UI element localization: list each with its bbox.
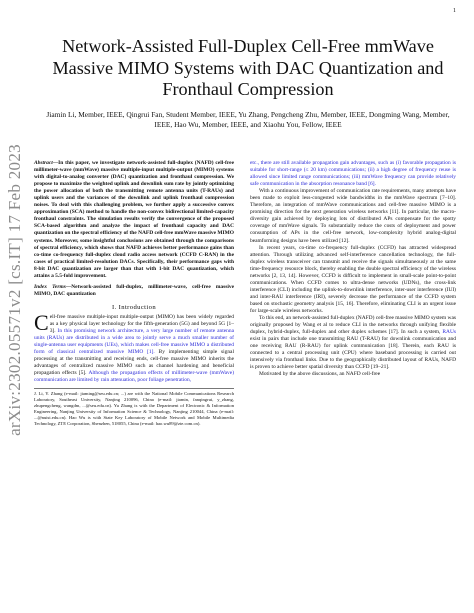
intro-text-b: By implementing simple signal processing at the transmitting and receiving ends, cell-free massive MIMO inherits the advantages of centralized massive MIMO such as channel hardening and beneficial propagation effects [5]. <box>34 349 234 377</box>
right-paragraph-2: With a continuous improvement of communication rate requirements, many attempts have been made to exploit less-congested wide bandwidths in the mmWave spectrum [7–10]. Therefore, an integration of mmWave communications and cell-free massive MIMO is a promising direction for the next generation wireless networks [11]. In particular, the macro-diversity gain achieved by deploying lots of distributed APs compensate for the spotty coverage of mmWave signals. To substantially reduce the costs of deployment and power consumption of APs in the cell-free network, low-complexity hybrid analog-digital beamforming designs have been utilized [12]. <box>250 188 456 244</box>
intro-highlight-a: In this promising network architecture, a very large number of remote antenna units (RAUs) are distributed in a wide area to jointly serve a much smaller number of single-antenna user equipments (UEs), which makes cell-free massive MIMO a distributed form of classical centralized massive MIMO [1]. <box>34 328 234 356</box>
page-number: 1 <box>453 8 456 14</box>
right-paragraph-4 <box>250 315 456 371</box>
index-terms-text: —Network-assisted full-duplex, millimeter-wave, cell-free massive MIMO, DAC quantization <box>34 283 234 297</box>
author-list: Jiamin Li, Member, IEEE, Qingrui Fan, Student Member, IEEE, Yu Zhang, Pengcheng Zhu, Member, IEEE, Dongming Wang, Member, IEEE, Hao Wu, Member, IEEE, and Xiaohu You, Fellow, IEEE <box>46 110 450 129</box>
index-terms-lead: Index Terms <box>34 283 66 290</box>
right-p4-text-a: To this end, an network-assisted full-duplex (NAFD) cell-free massive MIMO system was originally proposed by Wang et al to reduce CLI in the networks through unifying flexible duplex, hybrid-duplex, full-duplex and other duplex schemes [17]. In such a system, <box>250 315 456 336</box>
right-p4-text-b: exist in pairs that include one transmitting RAU (T-RAU) for downlink communication and one receiving RAU (R-RAU) for uplink communication [18]. Therein, each RAU is connected to a central processing unit (CPU) where baseband processing is carried out intensively via fronthaul links. Due to the geographically distributed layout of RAUs, NAFD is proven to achieve better spatial diversity than CCFD [19–21]. <box>250 336 456 371</box>
right-paragraph-1: etc., there are still available propagation gain advantages, such as (i) favorable propagation is suitable for short-range (≤ 20 km) communications; (ii) a high degree of frequency reuse is allowed since limited range communications; (iii) mmWave frequency can provide relatively safe communication in the absorption resonance band [6]. <box>250 160 456 188</box>
arxiv-stamp <box>2 140 28 440</box>
intro-highlight-b: Although the propagation effects of millimeter-wave (mmWave) communication are limited by rain attenuation, poor foliage penetration, <box>34 370 235 384</box>
footnote: J. Li, Y. Zhang (e-mail: jiaming@seu.edu.cn; ...) are with the National Mobile Communications Research Laboratory, Southeast University, Nanjing 210096, China (e-mail: jiamin, fanqingrui, y_zhang, zhupengcheng, wangdm, ...@seu.edu.cn). Yu Zhang is with the Department of Electronic & Information Engineering, Nanjing University of Information Science & Technology, Nanjing 210044, China (e-mail: ...@nuist.edu.cn). Hao Wu is with State Key Laboratory of Mobile Network and Mobile Multimedia Technology, ZTE Corporation, Shenzhen, 518055, China (e-mail: hao.wu89@zte.com.cn). <box>34 388 234 427</box>
right-paragraph-3: In recent years, co-time co-frequency full-duplex (CCFD) has attracted widespread attention. Through utilizing advanced self-interference cancellation technology, the full-duplex wireless transceiver can transmit and receive the signals simultaneously at the same time-frequency resource block, thereby enabling the double spectral efficiency of the wireless networks [2, 13, 14]. However, CCFD is difficult to implement in small-scale point-to-point communications. When CCFD comes to ultra-dense networks (UDNs), the cross-link interference (CLI) including the uplink-to-downlink interference, inter-user interference (IUI) and inter-RAU interference (IRI), severely decrease the performance of the CCFD system based on stochastic geometry analysis [15, 16]. Therefore, eliminating CLI is an urgent issue for large-scale wireless networks. <box>250 244 456 314</box>
intro-paragraph <box>34 309 235 384</box>
intro-text-a: ell-free massive multiple-input multiple-output (MIMO) has been widely regarded as a key physical layer technology for the fifth-generation (5G) and beyond 5G [1–3]. <box>49 313 234 335</box>
abstract-lead: Abstract <box>34 160 53 166</box>
abstract-text: —In this paper, we investigate network-assisted full-duplex (NAFD) cell-free millimeter-wave (mmWave) massive multiple-input multiple-output (MIMO) systems with digital-to-analog converter (DAC) quantization and fronthaul compression. We propose to maximize the weighted uplink and downlink sum rate by jointly optimizing the power allocation of both the transmitting remote antenna units (T-RAUs) and uplink users and the variances of the downlink and uplink fronthaul compression noises. To deal with this challenging problem, we further apply a successive convex approximation (SCA) method to handle the non-convex bidirectional limited-capacity fronthaul constraints. The simulation results verify the convergence of the proposed SCA-based algorithm and analyze the impact of fronthaul capacity and DAC quantization on the spectral efficiency of the NAFD cell-free mmWave massive MIMO systems. Moreover, some insightful conclusions are obtained through the comparisons of spectral efficiency, which shows that NAFD achieves better performance gains than co-time co-frequency full-duplex cloud radio access network (CCFD C-RAN) in the cases of practical limited-resolution DACs. Specifically, their performance gaps with 8-bit DAC quantization are larger than that with 1-bit DAC quantization, which attains a 5.5-fold improvement. <box>34 160 234 279</box>
left-column <box>34 160 234 427</box>
paper-title: Network-Assisted Full-Duplex Cell-Free mmWave Massive MIMO Systems with DAC Quantization and Fronthaul Compression <box>52 36 444 99</box>
dropcap: C <box>34 309 49 335</box>
section-heading: I. Introduction <box>111 303 157 311</box>
index-terms <box>34 284 234 298</box>
abstract <box>34 160 234 280</box>
arxiv-stamp-text: arXiv:2302.05571v2 [cs.IT] 17 Feb 2023 <box>5 144 25 436</box>
right-column <box>250 160 456 378</box>
right-paragraph-5: Motivated by the above discussions, an NAFD cell-free <box>259 371 381 378</box>
right-p4-highlight: RAUs <box>440 329 456 336</box>
